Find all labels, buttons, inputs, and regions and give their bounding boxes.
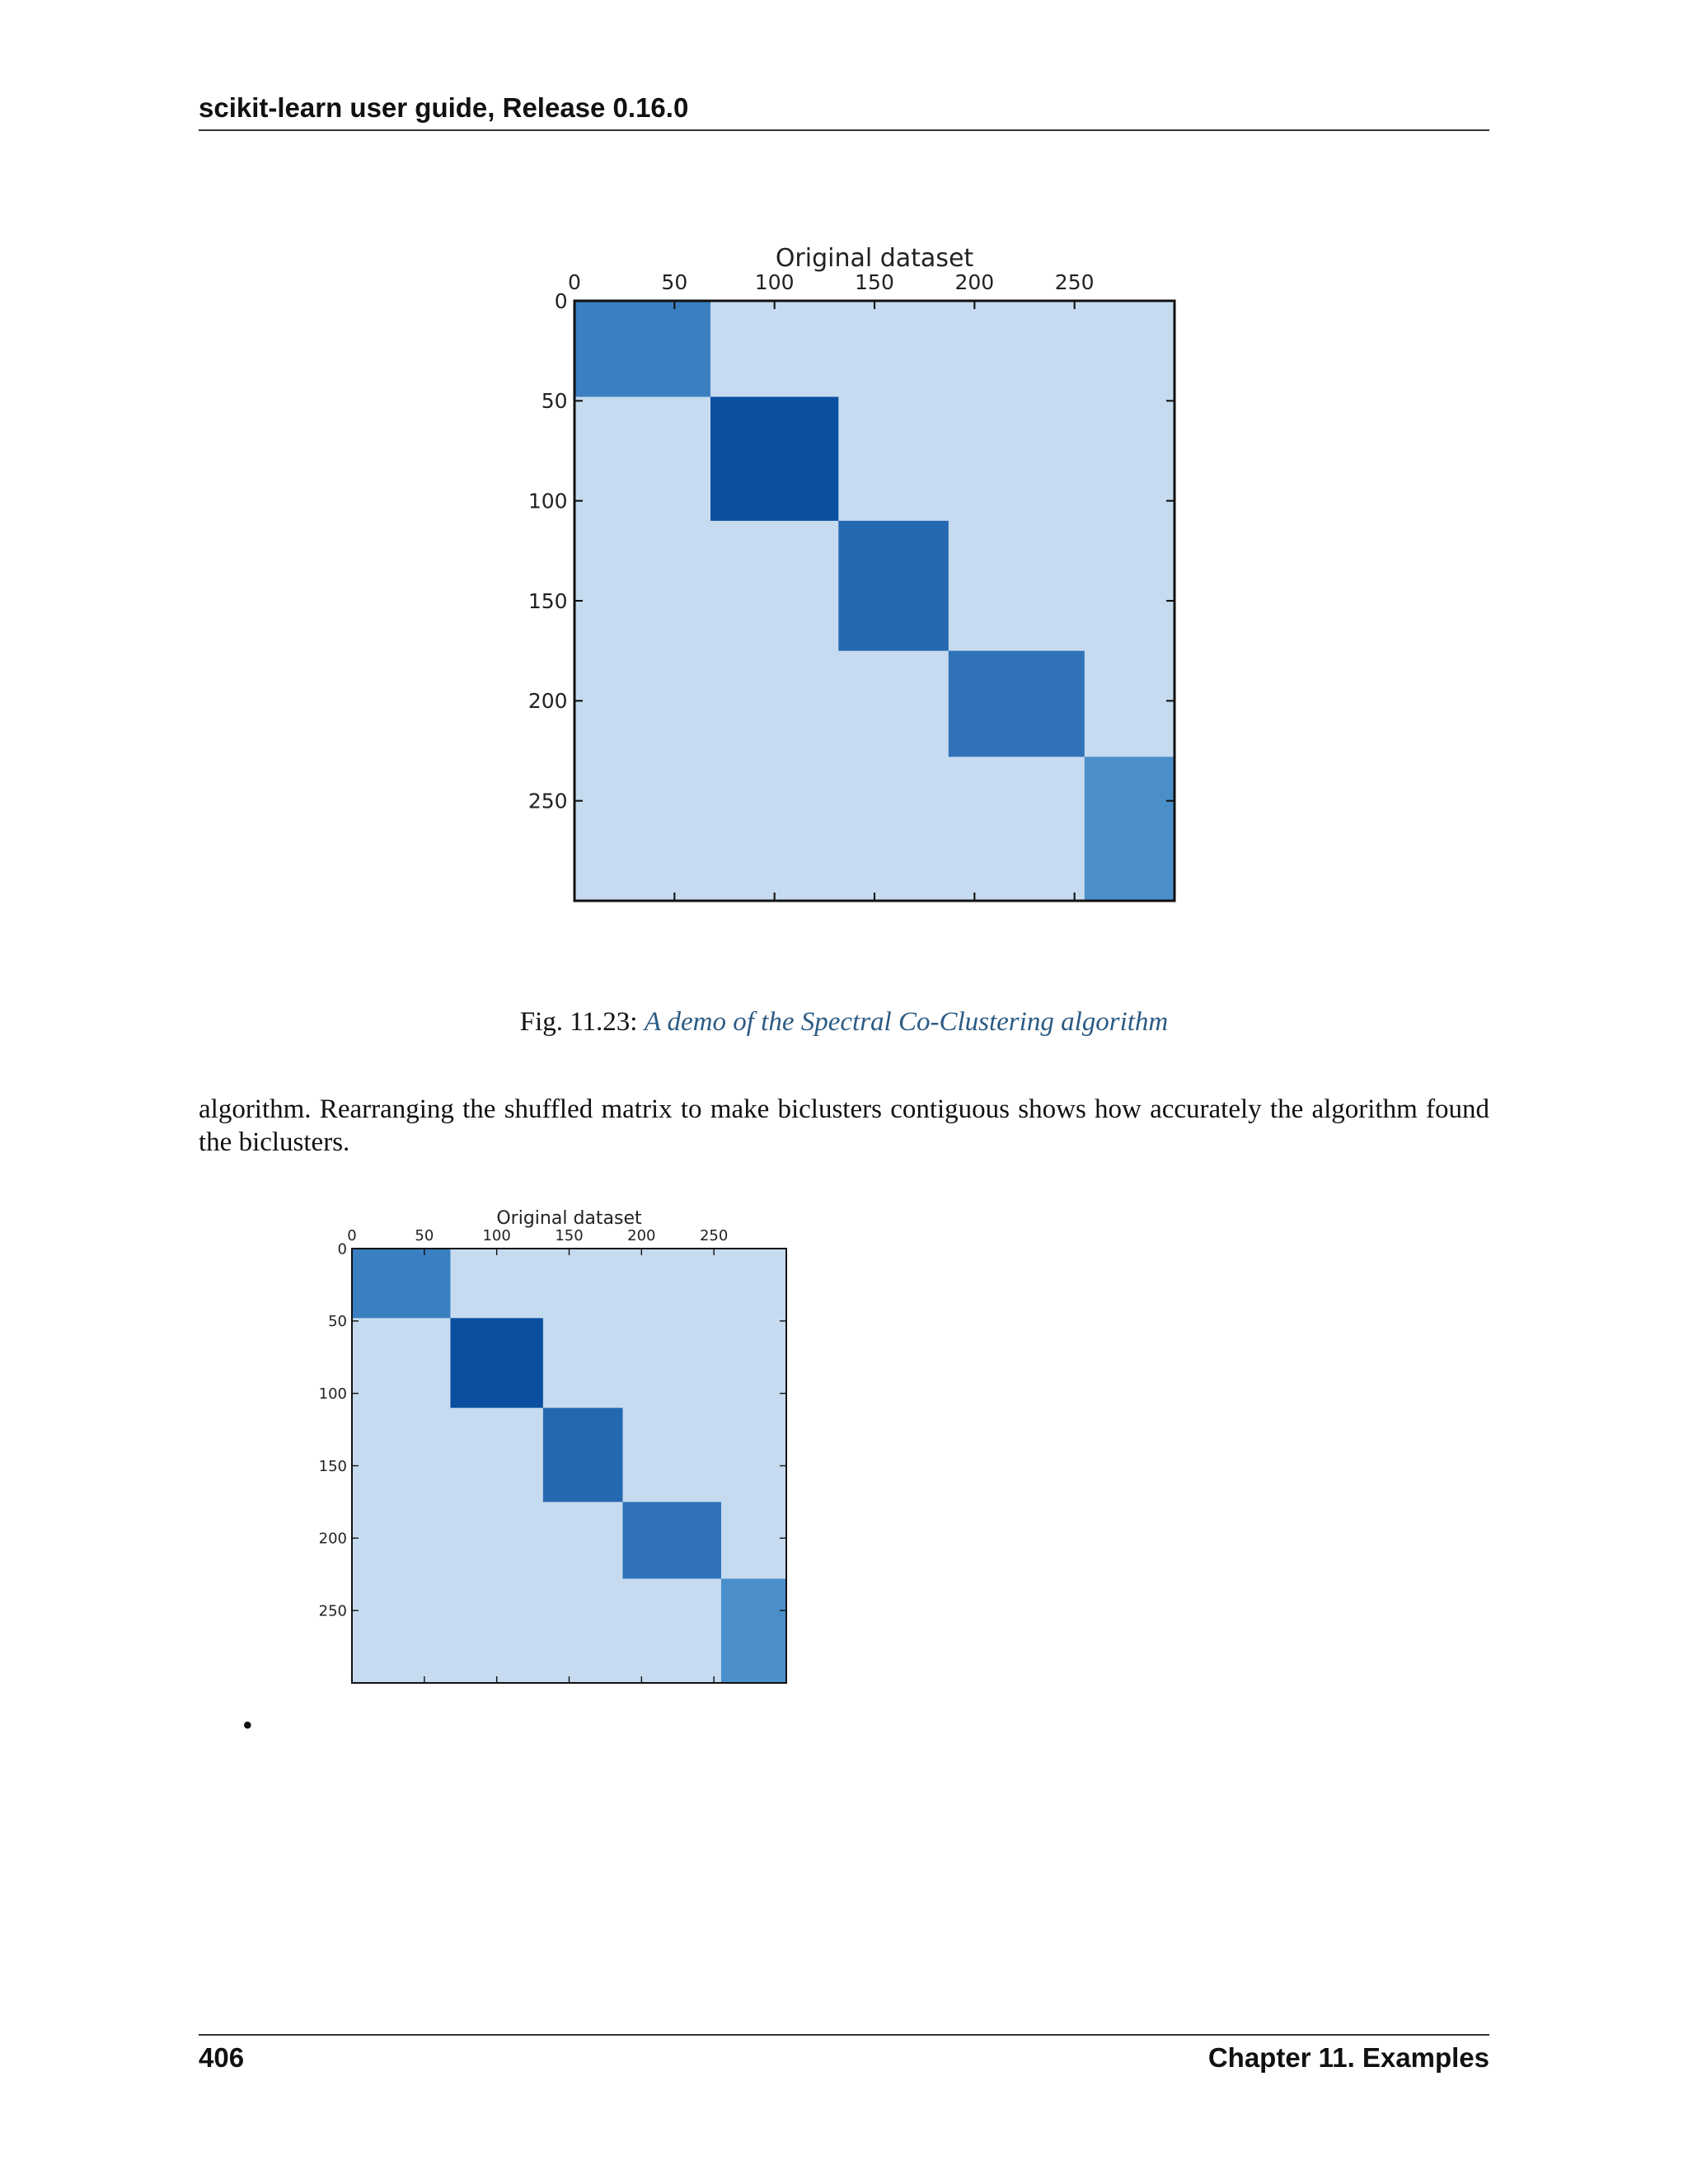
bicluster-block <box>838 521 948 651</box>
y-tick-label: 50 <box>328 1313 347 1331</box>
y-tick-label: 150 <box>318 1457 347 1475</box>
chart-title: Original dataset <box>496 1208 642 1229</box>
chapter-title: Chapter 11. Examples <box>1207 2042 1489 2073</box>
body-paragraph: algorithm. Rearranging the shuffled matrix to make biclusters contiguous shows how accurately the algorithm found the biclusters. <box>199 1094 1489 1157</box>
bicluster-block <box>450 1318 542 1408</box>
y-tick-label: 0 <box>554 288 568 313</box>
x-tick-label: 50 <box>415 1227 434 1244</box>
y-tick-label: 50 <box>541 389 568 414</box>
footer-rule <box>199 2034 1489 2036</box>
header-rule <box>199 129 1489 131</box>
figure-caption-link[interactable]: A demo of the Spectral Co-Clustering algorithm <box>644 1007 1169 1037</box>
bicluster-block <box>574 301 710 396</box>
bicluster-block <box>352 1249 450 1318</box>
y-tick-label: 150 <box>528 588 568 613</box>
x-tick-label: 200 <box>627 1227 656 1244</box>
bullet-point: • <box>242 1708 253 1741</box>
x-tick-label: 0 <box>568 270 581 294</box>
bicluster-block <box>622 1502 720 1578</box>
x-tick-label: 150 <box>555 1227 584 1244</box>
x-tick-label: 250 <box>1054 270 1095 294</box>
bicluster-block <box>710 396 838 520</box>
x-tick-label: 0 <box>347 1227 357 1244</box>
x-tick-label: 250 <box>699 1227 729 1244</box>
bicluster-block <box>721 1579 786 1683</box>
page-number: 406 <box>199 2042 245 2073</box>
figure-caption-label: Fig. 11.23: <box>519 1007 638 1037</box>
heatmap-figure-2 <box>305 1195 816 1690</box>
y-tick-label: 200 <box>318 1530 347 1548</box>
bicluster-block <box>1085 757 1175 901</box>
y-tick-label: 100 <box>528 489 568 513</box>
x-tick-label: 100 <box>754 270 795 294</box>
x-tick-label: 100 <box>482 1227 511 1244</box>
chart-title: Original dataset <box>775 244 974 273</box>
y-tick-label: 200 <box>528 689 568 714</box>
bicluster-block <box>543 1408 623 1502</box>
y-tick-label: 0 <box>337 1240 347 1258</box>
bicluster-block <box>949 651 1085 757</box>
y-tick-label: 250 <box>528 789 568 813</box>
x-tick-label: 50 <box>661 270 688 294</box>
y-tick-label: 250 <box>318 1602 347 1620</box>
x-tick-label: 200 <box>954 270 995 294</box>
y-tick-label: 100 <box>318 1385 347 1403</box>
heatmap-figure-1 <box>511 231 1203 915</box>
figure-caption <box>0 1007 1688 1038</box>
running-header: scikit-learn user guide, Release 0.16.0 <box>199 92 689 123</box>
x-tick-label: 150 <box>855 270 894 294</box>
